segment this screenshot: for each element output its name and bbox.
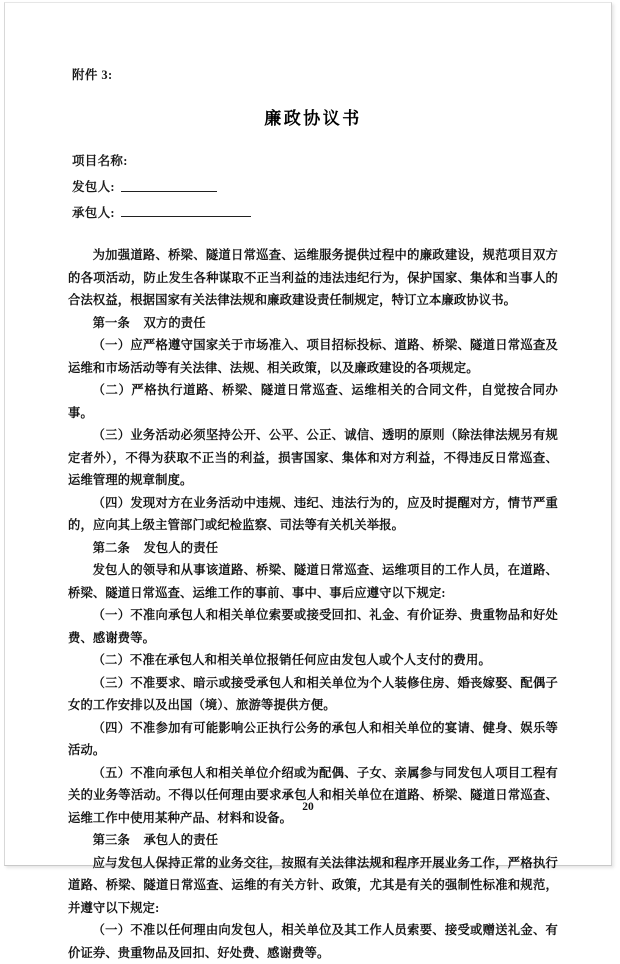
body-paragraph: （二）不准在承包人和相关单位报销任何应由发包人或个人支付的费用。 [92,653,491,668]
body-paragraph: （四）发现对方在业务活动中违规、违纪、违法行为的，应及时提醒对方，情节严重的，应向其上级主管部门或纪检监察、司法等有关机关举报。 [68,495,558,533]
body-paragraph: （二）严格执行道路、桥梁、隧道日常巡查、运维相关的合同文件，自觉按合同办事。 [68,383,558,420]
body-paragraph: （三）业务活动必须坚持公开、公平、公正、诚信、透明的原则（除法律法规另有规定者外），不得为获取不正当的利益，损害国家、集体和对方利益，不得违反日常巡查、运维管理的规章制度。 [68,428,558,488]
clause-title: 双方的责任 [143,315,206,330]
body-paragraph: （四）不准参加有可能影响公正执行公务的承包人和相关单位的宴请、健身、娱乐等活动。 [68,720,558,758]
field-employer-label: 发包人: [72,179,115,194]
body-paragraph: 发包人的领导和从事该道路、桥梁、隧道日常巡查、运维项目的工作人员，在道路、桥梁、隧道日常巡查、运维工作的事前、事中、事后应遵守以下规定: [68,563,558,600]
clause-heading [68,829,558,852]
clause-heading [68,312,558,335]
field-contractor-rule [121,216,251,217]
body-paragraph: （一）不准向承包人和相关单位索要或接受回扣、礼金、有价证券、贵重物品和好处费、感谢费等。 [68,608,558,645]
field-project-name [72,155,558,169]
document-paragraphs [68,244,558,964]
clause-number: 第三条 [92,833,130,848]
clause-heading [68,537,558,560]
party-fields [72,155,558,220]
body-paragraph: （一）应严格遵守国家关于市场准入、项目招标投标、道路、桥梁、隧道日常巡查及运维和市场活动等有关法律、法规、相关政策，以及廉政建设的各项规定。 [68,338,558,375]
field-project-name-label: 项目名称: [72,154,128,168]
clause-number: 第二条 [92,540,130,555]
field-employer-rule [121,191,217,192]
clause-title: 承包人的责任 [143,833,219,848]
field-contractor [72,207,558,221]
body-paragraph: 为加强道路、桥梁、隧道日常巡查、运维服务提供过程中的廉政建设，规范项目双方的各项活动，防止发生各种谋取不正当利益的违法违纪行为，保护国家、集体和当事人的合法权益，根据国家有关法律法规和廉政建设责任制规定，特订立本廉政协议书。 [68,248,558,308]
field-employer [72,181,558,195]
body-paragraph: 应与发包人保持正常的业务交往，按照有关法律法规和程序开展业务工作，严格执行道路、桥梁、隧道日常巡查、运维的有关方针、政策，尤其是有关的强制性标准和规范，并遵守以下规定: [68,855,558,915]
attachment-label: 附件 3: [72,68,113,82]
page-number: 20 [302,801,314,813]
page-title: 廉政协议书 [264,109,362,128]
body-paragraph: （五）不准向承包人和相关单位介绍或为配偶、子女、亲属参与同发包人项目工程有关的业务等活动。不得以任何理由要求承包人和相关单位在道路、桥梁、隧道日常巡查、运维工作中使用某种产品、材料和设备。 [68,765,558,825]
document-page-sheet [4,2,612,960]
document-body [68,65,558,964]
body-paragraph: （一）不准以任何理由向发包人，相关单位及其工作人员索要、接受或赠送礼金、有价证券、贵重物品及回扣、好处费、感谢费等。 [68,923,558,960]
clause-title: 发包人的责任 [143,540,219,555]
field-contractor-label: 承包人: [72,205,115,220]
body-paragraph: （三）不准要求、暗示或接受承包人和相关单位为个人装修住房、婚丧嫁娶、配偶子女的工作安排以及出国（境）、旅游等提供方便。 [68,675,558,713]
clause-number: 第一条 [92,315,130,330]
